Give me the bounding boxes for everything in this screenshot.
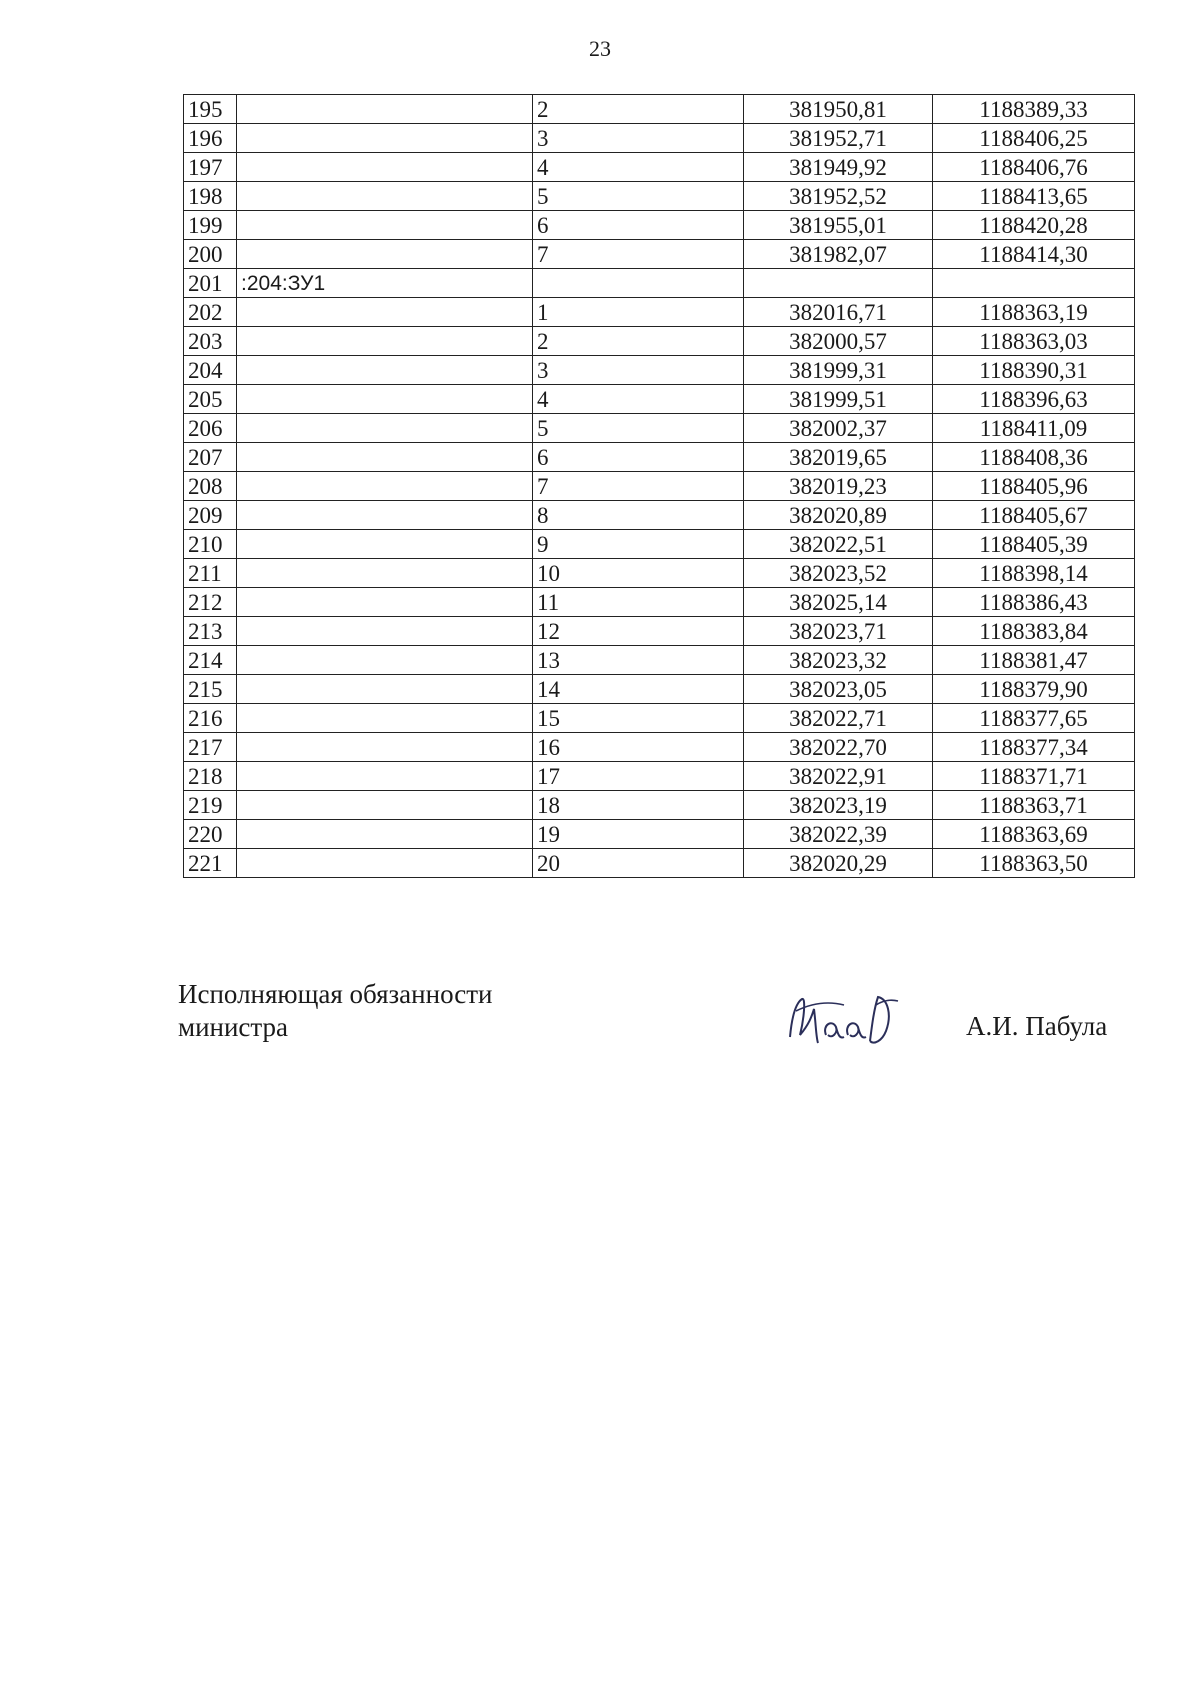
row-number-cell: 212	[184, 588, 237, 617]
row-number-cell: 206	[184, 414, 237, 443]
handwritten-signature-icon	[782, 985, 902, 1055]
x-coordinate-cell: 381999,51	[744, 385, 933, 414]
point-number-cell: 19	[533, 820, 744, 849]
row-number-cell: 213	[184, 617, 237, 646]
y-coordinate-cell: 1188408,36	[933, 443, 1135, 472]
y-coordinate-cell: 1188396,63	[933, 385, 1135, 414]
signatory-position-line1: Исполняющая обязанности	[178, 979, 493, 1009]
parcel-name-cell	[237, 704, 533, 733]
point-number-cell: 7	[533, 240, 744, 269]
y-coordinate-cell: 1188398,14	[933, 559, 1135, 588]
y-coordinate-cell: 1188405,96	[933, 472, 1135, 501]
x-coordinate-cell: 382023,71	[744, 617, 933, 646]
point-number-cell: 6	[533, 211, 744, 240]
x-coordinate-cell: 381999,31	[744, 356, 933, 385]
row-number-cell: 196	[184, 124, 237, 153]
x-coordinate-cell: 382016,71	[744, 298, 933, 327]
x-coordinate-cell: 382020,89	[744, 501, 933, 530]
point-number-cell: 10	[533, 559, 744, 588]
x-coordinate-cell: 381952,71	[744, 124, 933, 153]
x-coordinate-cell: 381949,92	[744, 153, 933, 182]
x-coordinate-cell: 382020,29	[744, 849, 933, 878]
point-number-cell: 16	[533, 733, 744, 762]
table-row	[184, 124, 1135, 153]
row-number-cell: 211	[184, 559, 237, 588]
parcel-name-cell	[237, 762, 533, 791]
row-number-cell: 216	[184, 704, 237, 733]
y-coordinate-cell: 1188377,65	[933, 704, 1135, 733]
point-number-cell: 17	[533, 762, 744, 791]
point-number-cell: 15	[533, 704, 744, 733]
x-coordinate-cell: 381952,52	[744, 182, 933, 211]
x-coordinate-cell: 382019,23	[744, 472, 933, 501]
y-coordinate-cell: 1188363,50	[933, 849, 1135, 878]
table-row	[184, 269, 1135, 298]
row-number-cell: 210	[184, 530, 237, 559]
x-coordinate-cell: 382022,70	[744, 733, 933, 762]
row-number-cell: 215	[184, 675, 237, 704]
point-number-cell: 18	[533, 791, 744, 820]
point-number-cell: 4	[533, 153, 744, 182]
table-row	[184, 646, 1135, 675]
parcel-name-cell	[237, 182, 533, 211]
point-number-cell: 4	[533, 385, 744, 414]
table-row	[184, 849, 1135, 878]
y-coordinate-cell: 1188413,65	[933, 182, 1135, 211]
y-coordinate-cell: 1188405,67	[933, 501, 1135, 530]
parcel-name-cell	[237, 559, 533, 588]
row-number-cell: 205	[184, 385, 237, 414]
y-coordinate-cell: 1188371,71	[933, 762, 1135, 791]
row-number-cell: 195	[184, 95, 237, 124]
x-coordinate-cell: 382023,32	[744, 646, 933, 675]
x-coordinate-cell: 382022,71	[744, 704, 933, 733]
table-row	[184, 675, 1135, 704]
parcel-name-cell	[237, 820, 533, 849]
parcel-name-cell	[237, 646, 533, 675]
point-number-cell: 3	[533, 356, 744, 385]
x-coordinate-cell: 382023,19	[744, 791, 933, 820]
row-number-cell: 203	[184, 327, 237, 356]
table-row	[184, 588, 1135, 617]
y-coordinate-cell: 1188379,90	[933, 675, 1135, 704]
parcel-name-cell	[237, 356, 533, 385]
table-row	[184, 704, 1135, 733]
table-row	[184, 559, 1135, 588]
signer-name: А.И. Пабула	[966, 1011, 1108, 1041]
parcel-name-cell	[237, 675, 533, 704]
parcel-name-cell	[237, 124, 533, 153]
table-row	[184, 327, 1135, 356]
table-row	[184, 211, 1135, 240]
point-number-cell: 3	[533, 124, 744, 153]
x-coordinate-cell: 382022,91	[744, 762, 933, 791]
row-number-cell: 214	[184, 646, 237, 675]
table-row	[184, 501, 1135, 530]
parcel-name-cell	[237, 849, 533, 878]
x-coordinate-cell: 382023,52	[744, 559, 933, 588]
row-number-cell: 201	[184, 269, 237, 298]
y-coordinate-cell: 1188420,28	[933, 211, 1135, 240]
parcel-name-cell	[237, 530, 533, 559]
table-row	[184, 733, 1135, 762]
parcel-name-cell	[237, 327, 533, 356]
table-row	[184, 182, 1135, 211]
x-coordinate-cell	[744, 269, 933, 298]
row-number-cell: 221	[184, 849, 237, 878]
table-row	[184, 95, 1135, 124]
table-row	[184, 385, 1135, 414]
point-number-cell: 8	[533, 501, 744, 530]
x-coordinate-cell: 382025,14	[744, 588, 933, 617]
table-row	[184, 240, 1135, 269]
point-number-cell: 7	[533, 472, 744, 501]
parcel-name-cell	[237, 791, 533, 820]
y-coordinate-cell: 1188363,71	[933, 791, 1135, 820]
x-coordinate-cell: 381955,01	[744, 211, 933, 240]
table-row	[184, 298, 1135, 327]
parcel-name-cell: :204:ЗУ1	[237, 269, 533, 298]
row-number-cell: 198	[184, 182, 237, 211]
row-number-cell: 218	[184, 762, 237, 791]
y-coordinate-cell: 1188406,25	[933, 124, 1135, 153]
parcel-name-cell	[237, 617, 533, 646]
row-number-cell: 219	[184, 791, 237, 820]
table-row	[184, 530, 1135, 559]
point-number-cell: 5	[533, 414, 744, 443]
y-coordinate-cell: 1188383,84	[933, 617, 1135, 646]
table-row	[184, 820, 1135, 849]
table-row	[184, 153, 1135, 182]
y-coordinate-cell: 1188386,43	[933, 588, 1135, 617]
parcel-name-cell	[237, 588, 533, 617]
parcel-name-cell	[237, 733, 533, 762]
y-coordinate-cell: 1188405,39	[933, 530, 1135, 559]
point-number-cell: 13	[533, 646, 744, 675]
row-number-cell: 220	[184, 820, 237, 849]
point-number-cell: 14	[533, 675, 744, 704]
x-coordinate-cell: 382023,05	[744, 675, 933, 704]
coordinates-table-body	[184, 95, 1135, 878]
x-coordinate-cell: 382000,57	[744, 327, 933, 356]
table-row	[184, 414, 1135, 443]
parcel-name-cell	[237, 501, 533, 530]
row-number-cell: 208	[184, 472, 237, 501]
y-coordinate-cell: 1188363,19	[933, 298, 1135, 327]
row-number-cell: 207	[184, 443, 237, 472]
point-number-cell: 1	[533, 298, 744, 327]
y-coordinate-cell: 1188389,33	[933, 95, 1135, 124]
parcel-name-cell	[237, 414, 533, 443]
x-coordinate-cell: 382002,37	[744, 414, 933, 443]
point-number-cell: 11	[533, 588, 744, 617]
y-coordinate-cell	[933, 269, 1135, 298]
x-coordinate-cell: 381982,07	[744, 240, 933, 269]
parcel-name-cell	[237, 153, 533, 182]
parcel-name-cell	[237, 298, 533, 327]
parcel-name-cell	[237, 385, 533, 414]
table-row	[184, 443, 1135, 472]
y-coordinate-cell: 1188381,47	[933, 646, 1135, 675]
point-number-cell	[533, 269, 744, 298]
signatory-position-line2: министра	[178, 1012, 289, 1042]
y-coordinate-cell: 1188414,30	[933, 240, 1135, 269]
parcel-name-cell	[237, 95, 533, 124]
table-row	[184, 356, 1135, 385]
row-number-cell: 199	[184, 211, 237, 240]
point-number-cell: 9	[533, 530, 744, 559]
y-coordinate-cell: 1188363,03	[933, 327, 1135, 356]
parcel-name-cell	[237, 211, 533, 240]
point-number-cell: 2	[533, 327, 744, 356]
row-number-cell: 204	[184, 356, 237, 385]
signatory-position	[178, 978, 492, 1044]
x-coordinate-cell: 382022,39	[744, 820, 933, 849]
point-number-cell: 6	[533, 443, 744, 472]
row-number-cell: 200	[184, 240, 237, 269]
y-coordinate-cell: 1188406,76	[933, 153, 1135, 182]
row-number-cell: 202	[184, 298, 237, 327]
table-row	[184, 791, 1135, 820]
x-coordinate-cell: 382022,51	[744, 530, 933, 559]
row-number-cell: 217	[184, 733, 237, 762]
point-number-cell: 5	[533, 182, 744, 211]
x-coordinate-cell: 381950,81	[744, 95, 933, 124]
y-coordinate-cell: 1188363,69	[933, 820, 1135, 849]
parcel-name-cell	[237, 472, 533, 501]
y-coordinate-cell: 1188377,34	[933, 733, 1135, 762]
table-row	[184, 617, 1135, 646]
point-number-cell: 12	[533, 617, 744, 646]
y-coordinate-cell: 1188411,09	[933, 414, 1135, 443]
y-coordinate-cell: 1188390,31	[933, 356, 1135, 385]
page-number: 23	[589, 36, 611, 61]
parcel-name-cell	[237, 240, 533, 269]
point-number-cell: 20	[533, 849, 744, 878]
table-row	[184, 472, 1135, 501]
parcel-name-cell	[237, 443, 533, 472]
table-row	[184, 762, 1135, 791]
point-number-cell: 2	[533, 95, 744, 124]
row-number-cell: 197	[184, 153, 237, 182]
x-coordinate-cell: 382019,65	[744, 443, 933, 472]
coordinates-table	[183, 94, 1135, 878]
row-number-cell: 209	[184, 501, 237, 530]
